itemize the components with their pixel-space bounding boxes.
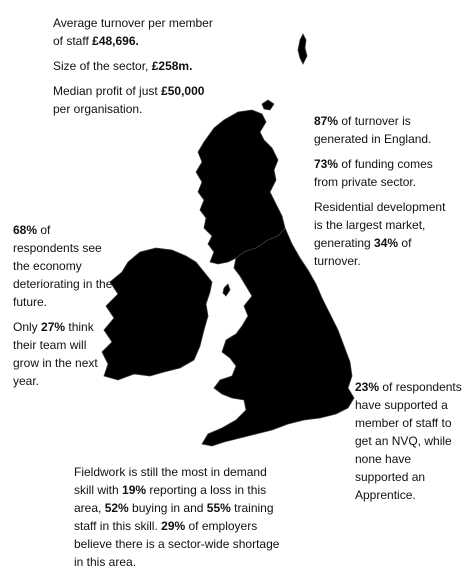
residential-market-text: Residential development is the largest market, generating 34% of turnover.	[314, 200, 446, 268]
buying-in-value: 52%	[104, 501, 129, 515]
orkney-islands	[262, 100, 274, 110]
skills-demand-text: Fieldwork is still the most in demand skill with 19% reporting a loss in this area, 52% buying in and 55% training staff in this skill. 29% of employers believe there is a sector-wide shortage in this area.	[74, 465, 280, 569]
private-funding-text: 73% of funding comes from private sector.	[314, 157, 433, 189]
shetland-islands	[298, 34, 307, 64]
turnover-per-staff-value: £48,696.	[92, 34, 139, 48]
economy-outlook-value: 68%	[13, 223, 38, 237]
nvq-support-text: 23% of respondents have supported a member of staff to get an NVQ, while none have supported an Apprentice.	[355, 380, 462, 502]
skill-shortage-value: 29%	[161, 519, 186, 533]
ireland-island	[102, 248, 212, 380]
sector-size-value: £258m.	[151, 59, 193, 73]
skills-demand-block	[74, 463, 286, 578]
sector-size-text: Size of the sector, £258m.	[53, 59, 193, 73]
private-funding-value: 73%	[314, 157, 339, 171]
turnover-per-staff-text: Average turnover per member of staff £48,696.	[53, 16, 213, 48]
turnover-funding-block	[314, 112, 452, 277]
nvq-support-value: 23%	[355, 380, 380, 394]
economy-outlook-block	[13, 221, 113, 397]
residential-market-value: 34%	[374, 236, 399, 250]
team-growth-text: Only 27% think their team will grow in the next year.	[13, 320, 98, 388]
isle-of-man	[223, 284, 230, 296]
team-growth-value: 27%	[41, 320, 66, 334]
economy-outlook-text: 68% of respondents see the economy deteriorating in the future.	[13, 223, 113, 309]
england-turnover-text: 87% of turnover is generated in England.	[314, 114, 432, 146]
england-turnover-value: 87%	[314, 114, 339, 128]
sector-summary-block	[53, 14, 225, 125]
skill-loss-value: 19%	[122, 483, 147, 497]
training-support-block	[355, 378, 467, 511]
median-profit-value: £50,000	[161, 84, 205, 98]
median-profit-text: Median profit of just £50,000 per organisation.	[53, 84, 205, 116]
training-staff-value: 55%	[206, 501, 231, 515]
